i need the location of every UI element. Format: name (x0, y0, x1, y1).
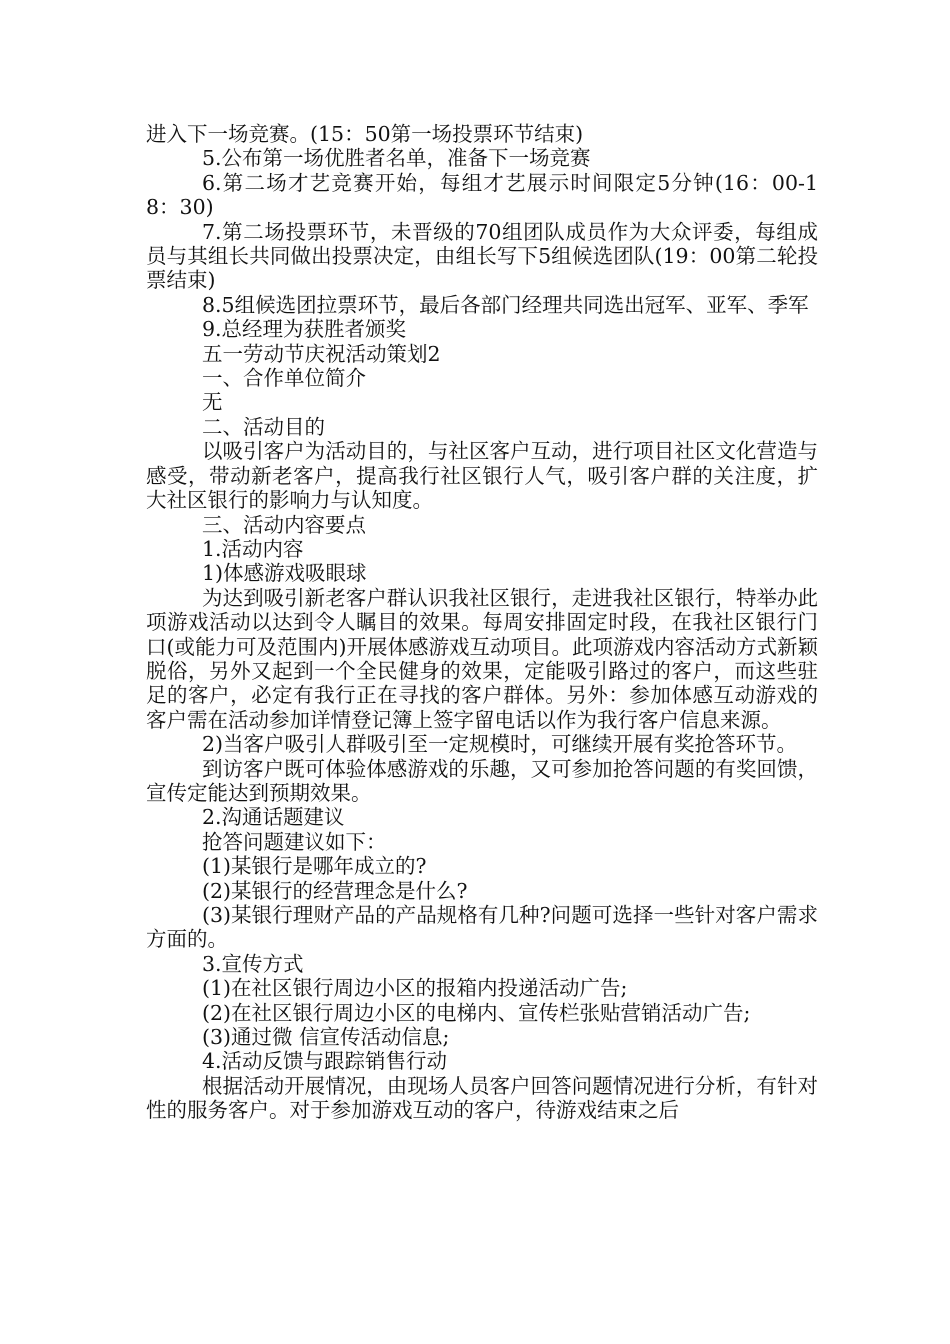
paragraph: 4.活动反馈与跟踪销售行动 (202, 1049, 448, 1074)
paragraph: 一、合作单位简介 (202, 366, 366, 391)
paragraph: 为达到吸引新老客户群认识我社区银行，走进我社区银行，特举办此项游戏活动以达到令人瞩目的效果。每周安排固定时段，在我社区银行门口(或能力可及范围内)开展体感游戏互动项目。此项游戏内容活动方式新颖脱俗，另外又起到一个全民健身的效果，定能吸引路过的客户，而这些驻足的客户，必定有我行正在寻找的客户群体。另外：参加体感互动游戏的客户需在活动参加详情登记簿上签字留电话以作为我行客户信息来源。 (146, 585, 818, 732)
paragraph: 5.公布第一场优胜者名单，准备下一场竞赛 (202, 146, 591, 171)
paragraph: 二、活动目的 (202, 414, 325, 439)
paragraph: 7.第二场投票环节，未晋级的70组团队成员作为大众评委，每组成员与其组长共同做出投票决定，由组长写下5组候选团队(19：00第二轮投票结束) (146, 219, 818, 293)
paragraph: (2)在社区银行周边小区的电梯内、宣传栏张贴营销活动广告; (202, 1000, 751, 1025)
paragraph: 9.总经理为获胜者颁奖 (202, 317, 407, 342)
paragraph: 以吸引客户为活动目的，与社区客户互动，进行项目社区文化营造与感受，带动新老客户，提高我行社区银行人气，吸引客户群的关注度，扩大社区银行的影响力与认知度。 (146, 439, 818, 513)
paragraph: 3.宣传方式 (202, 951, 304, 976)
paragraph: 到访客户既可体验体感游戏的乐趣，又可参加抢答问题的有奖回馈，宣传定能达到预期效果。 (146, 756, 818, 805)
paragraph: 6.第二场才艺竞赛开始，每组才艺展示时间限定5分钟(16：00-18：30) (146, 170, 818, 220)
paragraph: 1.活动内容 (202, 536, 304, 561)
paragraph: (2)某银行的经营理念是什么? (202, 878, 468, 903)
paragraph: 进入下一场竞赛。(15：50第一场投票环节结束) (146, 122, 584, 146)
paragraph: 抢答问题建议如下： (202, 829, 387, 854)
paragraph: 8.5组候选团拉票环节，最后各部门经理共同选出冠军、亚军、季军 (202, 292, 809, 317)
paragraph: 2.沟通话题建议 (202, 805, 345, 830)
paragraph: (3)某银行理财产品的产品规格有几种?问题可选择一些针对客户需求方面的。 (146, 903, 818, 952)
paragraph: 根据活动开展情况，由现场人员客户回答问题情况进行分析，有针对性的服务客户。对于参加游戏互动的客户，待游戏结束之后 (146, 1073, 818, 1123)
paragraph: (1)在社区银行周边小区的报箱内投递活动广告; (202, 976, 628, 1001)
paragraph: 五一劳动节庆祝活动策划2 (202, 341, 441, 366)
paragraph: (3)通过微 信宣传活动信息; (202, 1025, 450, 1050)
paragraph: 三、活动内容要点 (202, 512, 366, 537)
paragraph: 2)当客户吸引人群吸引至一定规模时，可继续开展有奖抢答环节。 (202, 732, 798, 757)
document-body (146, 122, 818, 1123)
paragraph: 1)体感游戏吸眼球 (202, 561, 367, 586)
paragraph: 无 (202, 390, 223, 415)
paragraph: (1)某银行是哪年成立的? (202, 854, 427, 879)
